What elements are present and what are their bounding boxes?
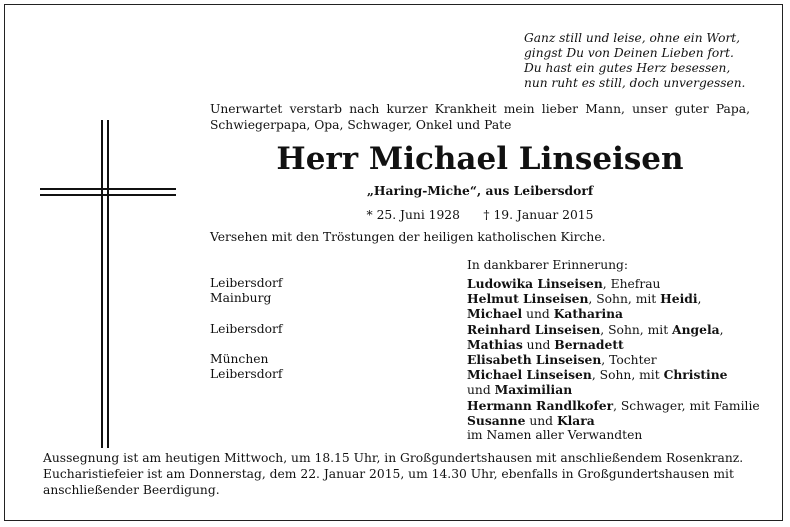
mourner-names (467, 322, 755, 352)
mourner-line (467, 306, 755, 321)
mourner-relation: und (522, 337, 555, 352)
blessing-text: Versehen mit den Tröstungen der heiligen katholischen Kirche. (210, 230, 606, 244)
mourner-place: München (210, 351, 269, 366)
mourner-name: Heidi (660, 291, 698, 307)
mourner-line (467, 367, 755, 382)
mourner-line (467, 322, 755, 337)
poem-line: Ganz still und leise, ohne ein Wort, (524, 31, 741, 45)
mourner-name: Christine (663, 367, 728, 383)
mourner-relation: und (522, 307, 554, 322)
mourner-row (210, 367, 755, 397)
mourner-names (467, 398, 760, 428)
mourners-list (210, 276, 760, 443)
mourner-names (467, 428, 755, 443)
life-dates: * 25. Juni 1928 † 19. Januar 2015 (366, 208, 594, 222)
poem (524, 31, 745, 91)
mourner-name: Reinhard Linseisen (467, 321, 601, 337)
mourner-name: Bernadett (554, 336, 624, 352)
mourner-name: Hermann Randlkofer (467, 397, 614, 413)
mourner-relation: und (467, 383, 495, 398)
mourner-relation: , Sohn, mit (588, 292, 661, 307)
service-line: anschließender Beerdigung. (43, 483, 220, 497)
mourner-relation: , Ehefrau (602, 277, 661, 291)
mourner-line (467, 413, 760, 428)
mourner-names (467, 276, 755, 291)
mourner-relation: , Schwager, mit Familie (613, 398, 760, 413)
mourner-row (210, 352, 755, 367)
mourner-line (467, 398, 760, 413)
mourner-row (210, 322, 755, 352)
remembrance-heading: In dankbarer Erinnerung: (467, 258, 629, 272)
mourner-line (467, 337, 755, 352)
mourner-name: Helmut Linseisen (467, 291, 589, 307)
mourner-names (467, 367, 755, 397)
mourner-relation: , (697, 292, 702, 307)
mourner-name: Klara (556, 412, 595, 428)
mourner-row (210, 291, 755, 321)
mourner-relation: , Tochter (601, 352, 657, 367)
service-line: Eucharistiefeier ist am Donnerstag, dem 22. Januar 2015, um 14.30 Uhr, ebenfalls in Großgundertshausen mit (43, 467, 734, 481)
mourner-line (467, 291, 755, 306)
mourner-place: Leibersdorf (210, 367, 283, 382)
nickname: „Haring-Miche“, aus Leibersdorf (366, 183, 594, 198)
mourner-name: Michael Linseisen (467, 367, 592, 383)
poem-line: Du hast ein gutes Herz besessen, (524, 60, 731, 75)
deceased-name: Herr Michael Linseisen (276, 141, 684, 177)
mourner-row (210, 397, 760, 428)
service-info (43, 450, 749, 498)
mourner-name: Susanne (467, 412, 526, 428)
mourner-line (467, 428, 755, 443)
mourner-relation: im Namen aller Verwandten (467, 427, 643, 442)
cross-icon (40, 120, 178, 450)
mourner-place: Leibersdorf (210, 276, 283, 290)
mourner-line (467, 276, 755, 291)
poem-line: nun ruht es still, doch unvergessen. (524, 75, 746, 90)
mourner-name: Katharina (553, 306, 624, 322)
mourner-relation: , Sohn, mit (591, 368, 664, 383)
mourner-name: Elisabeth Linseisen (467, 351, 602, 367)
mourner-relation: , (719, 322, 724, 337)
mourner-line (467, 352, 755, 367)
poem-line: gingst Du von Deinen Lieben fort. (524, 45, 734, 60)
mourner-place (210, 398, 467, 428)
mourner-names (467, 352, 755, 367)
mourner-place (210, 428, 467, 443)
mourner-row (210, 276, 755, 291)
service-line: Aussegnung ist am heutigen Mittwoch, um 18.15 Uhr, in Großgundertshausen mit anschließendem Rosenkranz. (43, 451, 744, 465)
mourner-name: Ludowika Linseisen (467, 276, 603, 291)
intro-text: Unerwartet verstarb nach kurzer Krankheit mein lieber Mann, unser guter Papa, Schwiegerpapa, Opa, Schwager, Onkel und Pate (210, 102, 750, 132)
mourner-name: Michael (467, 306, 523, 322)
mourner-place: Mainburg (210, 291, 272, 306)
mourner-line (467, 382, 755, 397)
mourner-name: Angela (672, 321, 720, 337)
mourner-name: Mathias (467, 336, 523, 352)
mourner-name: Maximilian (494, 382, 573, 398)
mourner-relation: , Sohn, mit (600, 322, 673, 337)
mourner-place: Leibersdorf (210, 321, 283, 336)
mourner-row (210, 428, 755, 443)
mourner-relation: und (525, 413, 557, 428)
mourner-names (467, 291, 755, 321)
